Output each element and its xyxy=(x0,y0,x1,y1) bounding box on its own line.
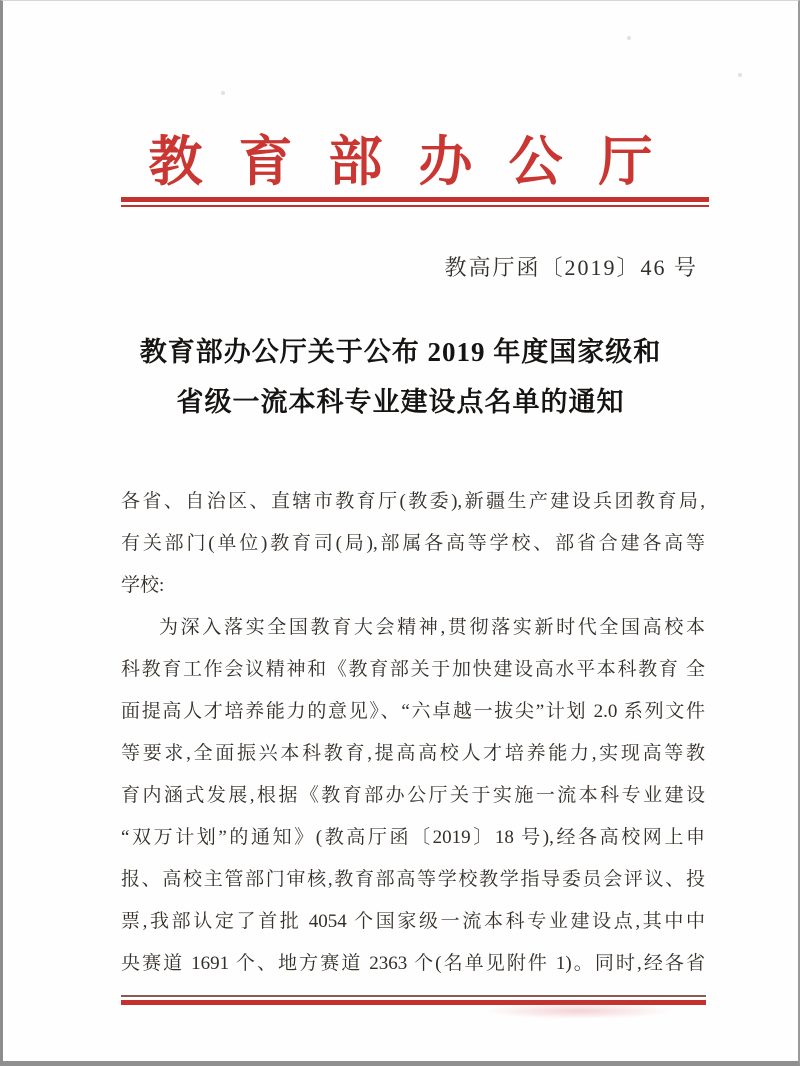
body-line: 为深入落实全国教育大会精神,贯彻落实新时代全国高校本 xyxy=(159,617,705,638)
body-line: 央赛道 1691 个、地方赛道 2363 个(名单见附件 1)。同时,经各省 xyxy=(121,953,705,974)
salutation-line: 有关部门(单位)教育司(局),部属各高等学校、部省合建各高等 xyxy=(121,533,705,554)
notice-body xyxy=(121,481,705,985)
salutation-line: 各省、自治区、直辖市教育厅(教委),新疆生产建设兵团教育局, xyxy=(121,491,705,512)
salutation-line: 学校: xyxy=(121,575,165,596)
letterhead-org-name: 教育部办公厅 xyxy=(148,132,689,192)
body-line: 报、高校主管部门审核,教育部高等学校教学指导委员会评议、投 xyxy=(121,869,705,890)
letterhead xyxy=(3,119,798,196)
notice-title-line-2: 省级一流本科专业建设点名单的通知 xyxy=(176,387,625,417)
notice-title xyxy=(3,327,798,427)
scan-speck xyxy=(627,36,631,40)
scan-speck xyxy=(221,91,225,95)
body-line: 科教育工作会议精神和《教育部关于加快建设高水平本科教育 全 xyxy=(121,659,705,680)
scan-smudge xyxy=(483,1003,673,1019)
document-reference-number: 教高厅函〔2019〕46 号 xyxy=(444,255,698,280)
body-line: “双万计划”的通知》(教高厅函〔2019〕18 号),经各高校网上申 xyxy=(121,827,705,848)
body-line: 育内涵式发展,根据《教育部办公厅关于实施一流本科专业建设 xyxy=(121,785,705,806)
body-line: 等要求,全面振兴本科教育,提高高校人才培养能力,实现高等教 xyxy=(121,743,705,764)
scan-speck xyxy=(738,73,742,77)
letterhead-double-rule xyxy=(121,197,709,207)
body-line: 面提高人才培养能力的意见》、“六卓越一拔尖”计划 2.0 系列文件 xyxy=(121,701,705,722)
notice-title-line-1: 教育部办公厅关于公布 2019 年度国家级和 xyxy=(139,337,662,367)
body-line: 票,我部认定了首批 4054 个国家级一流本科专业建设点,其中中 xyxy=(121,911,705,932)
